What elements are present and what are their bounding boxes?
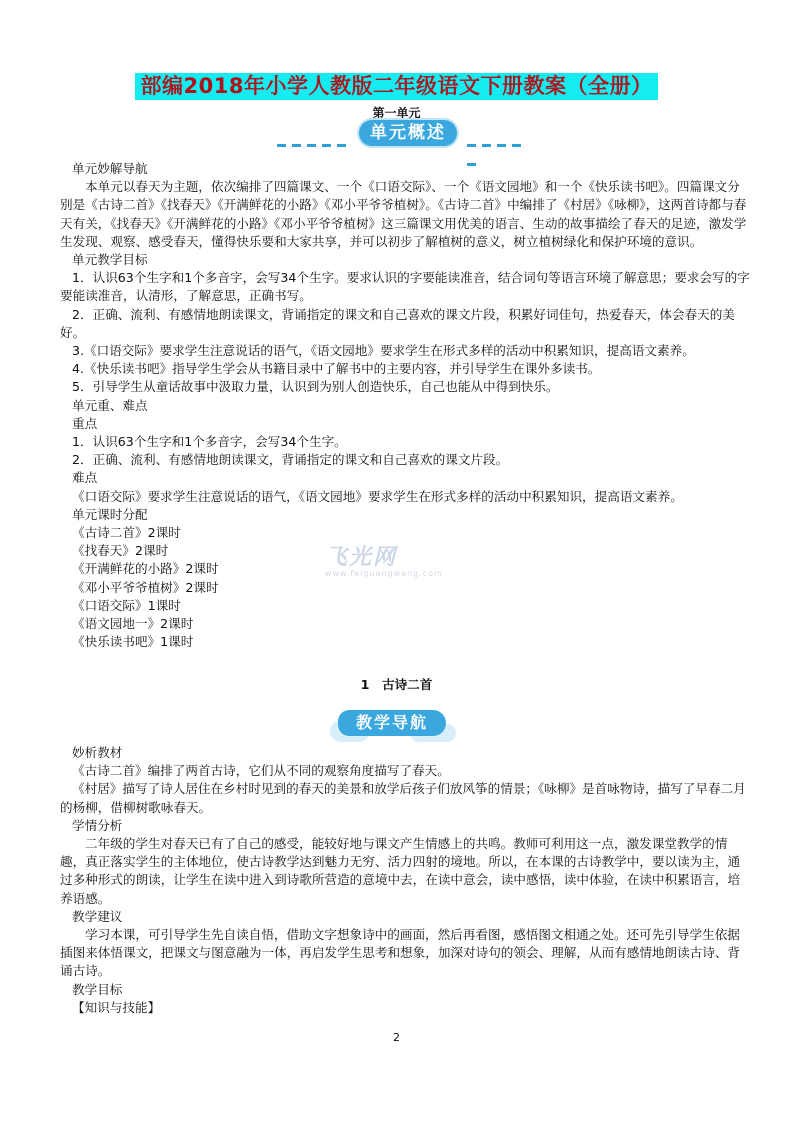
difficulty-item: 《口语交际》要求学生注意说话的语气，《语文园地》要求学生在形式多样的活动中积累知识，提高语文素养。: [72, 488, 683, 504]
schedule-item: 《邓小平爷爷植树》2课时: [72, 579, 219, 595]
guide-banner: [330, 706, 454, 744]
watermark: [325, 540, 465, 584]
goal-item: 5．引导学生从童话故事中汲取力量，认识到为别人创造快乐，自己也能从中得到快乐。: [72, 379, 559, 395]
document-title: 部编2018年小学人教版二年级语文下册教案（全册）: [135, 73, 659, 100]
lesson-section: [60, 744, 750, 1017]
section-heading: 单元教学目标: [72, 252, 148, 268]
watermark-url: www.feiguangwang.com: [325, 569, 443, 578]
schedule-item: 《古诗二首》2课时: [72, 525, 181, 541]
paragraph: 《村居》描写了诗人居住在乡村时见到的春天的美景和放学后孩子们放风筝的情景；《咏柳》是首咏物诗，描写了早春二月的杨柳，借柳树歌咏春天。: [60, 781, 746, 815]
overview-banner: [277, 120, 539, 148]
key-point-item: 2．正确、流利、有感情地朗读课文，背诵指定的课文和自己喜欢的课文片段。: [72, 452, 509, 468]
banner-dashes-right: [467, 132, 539, 135]
schedule-item: 《语文园地一》2课时: [72, 616, 194, 632]
goal-item: 3.《口语交际》要求学生注意说话的语气，《语文园地》要求学生在形式多样的活动中积累知识，提高语文素养。: [72, 343, 695, 359]
schedule-item: 《快乐读书吧》1课时: [72, 634, 194, 650]
sub-heading: 重点: [72, 415, 98, 431]
sub-heading: 【知识与技能】: [72, 999, 161, 1015]
section-heading: 妙析教材: [72, 745, 123, 760]
paragraph: 本单元以春天为主题，依次编排了四篇课文、一个《口语交际》、一个《语文园地》和一个《快乐读书吧》。四篇课文分别是《古诗二首》《找春天》《开满鲜花的小路》《邓小平爷爷植树》。《古诗二首》中编排了《村居》《咏柳》，这两首诗都与春天有关，《找春天》《开满鲜花的小路》《邓小平爷爷植树》这三篇课文用优美的语言、生动的故事描绘了春天的足迹，激发学生发现、观察、感受春天，懂得快乐要和大家共享，并可以初步了解植树的意义，树立植树绿化和保护环境的意识。: [60, 179, 747, 249]
section-heading: 教学目标: [72, 981, 123, 997]
guide-banner-label: 教学导航: [338, 710, 446, 736]
paragraph: 学习本课，可引导学生先自读自悟，借助文字想象诗中的画面，然后再看图，感悟图文相通之处。还可先引导学生依据插图来体悟课文，把课文与图意融为一体，再启发学生思考和想象，加深对诗句的领会、理解，从而有感情地朗读古诗、背诵古诗。: [60, 927, 741, 979]
lesson-title: 1 古诗二首: [360, 677, 433, 692]
watermark-logo: 飞光网: [325, 545, 398, 570]
paragraph: 二年级的学生对春天已有了自己的感受，能较好地与课文产生情感上的共鸣。教师可利用这一点，激发课堂教学的情趣，真正落实学生的主体地位，使古诗教学达到魅力无穷、活力四射的境地。所以，在本课的古诗教学中，要以读为主，通过多种形式的朗读，让学生在读中进入到诗歌所营造的意境中去，在读中意会，读中感悟，读中体验，在读中积累语言，培养语感。: [60, 836, 741, 906]
banner-dashes-left: [277, 132, 352, 135]
section-heading: 单元重、难点: [72, 397, 148, 413]
schedule-item: 《找春天》2课时: [72, 543, 169, 559]
overview-banner-label: 单元概述: [359, 120, 457, 146]
goal-item: 4.《快乐读书吧》指导学生学会从书籍目录中了解书中的主要内容，并引导学生在课外多读书。: [72, 361, 601, 377]
section-heading: 单元课时分配: [72, 506, 148, 522]
section-heading: 单元妙解导航: [72, 161, 148, 176]
key-point-item: 1．认识63个生字和1个多音字，会写34个生字。: [72, 434, 347, 450]
schedule-item: 《开满鲜花的小路》2课时: [72, 561, 219, 577]
page-number: 2: [393, 1031, 400, 1044]
schedule-item: 《口语交际》1课时: [72, 597, 181, 613]
paragraph: 《古诗二首》编排了两首古诗，它们从不同的观察角度描写了春天。: [72, 763, 450, 779]
goal-item: 1．认识63个生字和1个多音字，会写34个生字。要求认识的字要能读准音，结合词句等语言环境了解意思；要求会写的字要能读准音，认清形，了解意思，正确书写。: [60, 270, 750, 304]
title-wrap: [0, 73, 793, 100]
section-heading: 学情分析: [72, 817, 123, 833]
section-heading: 教学建议: [72, 908, 123, 924]
unit-label: 第一单元: [372, 106, 421, 120]
goal-item: 2．正确、流利、有感情地朗读课文，背诵指定的课文和自己喜欢的课文片段，积累好词佳句，热爱春天，体会春天的美好。: [60, 306, 735, 340]
sub-heading: 难点: [72, 470, 98, 486]
